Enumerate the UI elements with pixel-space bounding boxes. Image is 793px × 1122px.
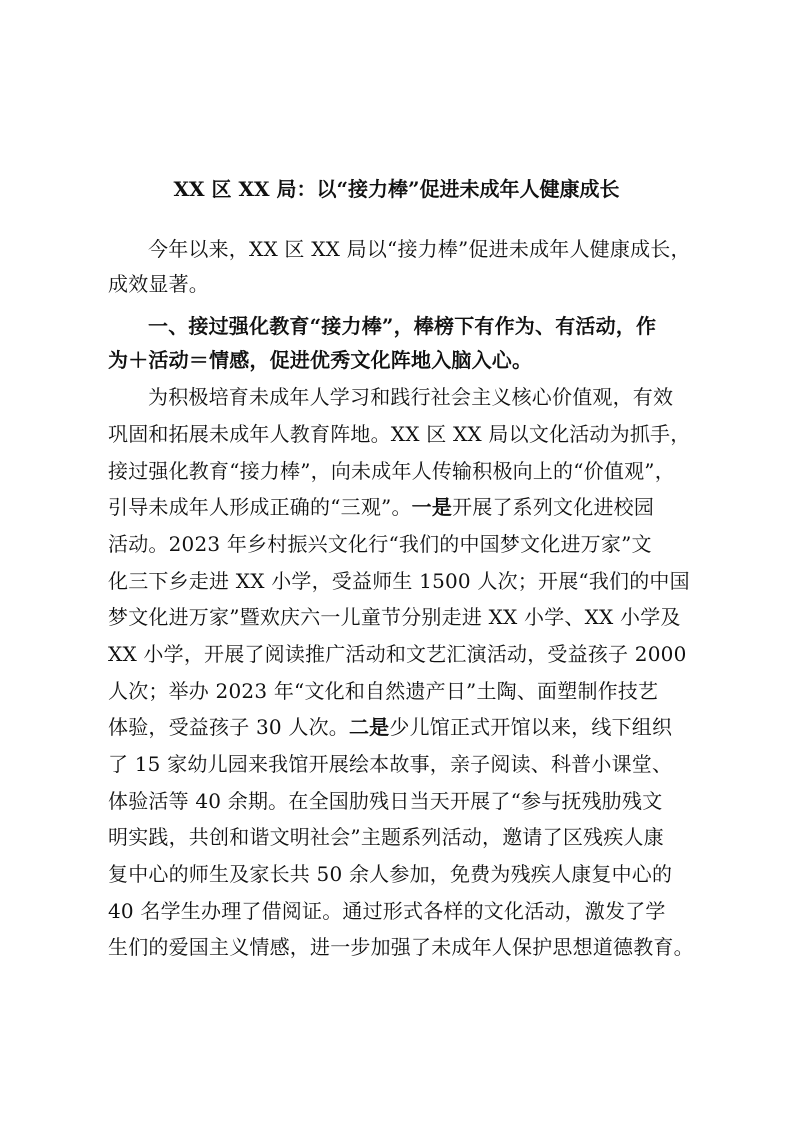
section1-heading-line-2: 为＋活动＝情感，促进优秀文化阵地入脑入心。 (108, 348, 533, 372)
body-line-10-rest: 少儿馆正式开馆以来，线下组织 (389, 715, 673, 739)
body-line-4 (108, 494, 654, 520)
body-line-9: 人次；举办 2023 年“文化和自然遗产日”土陶、面塑制作技艺 (108, 679, 659, 703)
intro-line-2: 成效显著。 (108, 272, 209, 296)
body-line-2: 巩固和拓展未成年人教育阵地。XX 区 XX 局以文化活动为抓手， (108, 422, 691, 446)
body-line-10-text: 体验，受益孩子 30 人次。 (108, 715, 349, 739)
body-line-13: 明实践，共创和谐文明社会”主题系列活动，邀请了区残疾人康 (108, 825, 664, 849)
body-line-1: 为积极培育未成年人学习和践行社会主义核心价值观，有效 (148, 385, 674, 409)
body-line-11: 了 15 家幼儿园来我馆开展绘本故事，亲子阅读、科普小课堂、 (108, 752, 673, 776)
point-one-marker: 一是 (411, 495, 453, 519)
body-line-6: 化三下乡走进 XX 小学，受益师生 1500 人次；开展“我们的中国 (108, 569, 690, 593)
body-line-4-text: 引导未成年人形成正确的“三观”。 (108, 495, 412, 519)
body-line-7: 梦文化进万家”暨欢庆六一儿童节分别走进 XX 小学、XX 小学及 (108, 605, 681, 629)
body-line-10 (108, 714, 672, 740)
body-line-16: 生们的爱国主义情感，进一步加强了未成年人保护思想道德教育。 (108, 935, 694, 959)
section1-heading-line-1: 一、接过强化教育“接力棒”，棒榜下有作为、有活动，作 (148, 314, 657, 338)
body-line-4-rest: 开展了系列文化进校园 (452, 495, 655, 519)
body-line-14: 复中心的师生及家长共 50 余人参加，免费为残疾人康复中心的 (108, 862, 673, 886)
body-line-3: 接过强化教育“接力棒”，向未成年人传输积极向上的“价值观”， (108, 459, 675, 483)
body-line-12: 体验活等 40 余期。在全国肋残日当天开展了“参与抚残肋残文 (108, 789, 663, 813)
intro-line-1: 今年以来，XX 区 XX 局以“接力棒”促进未成年人健康成长， (148, 237, 691, 261)
body-line-8: XX 小学，开展了阅读推广活动和文艺汇演活动，受益孩子 2000 (108, 642, 687, 666)
point-two-marker: 二是 (348, 715, 390, 739)
document-title: XX 区 XX 局：以“接力棒”促进未成年人健康成长 (173, 177, 620, 201)
body-line-5: 活动。2023 年乡村振兴文化行“我们的中国梦文化进万家”文 (108, 532, 652, 556)
body-line-15: 40 名学生办理了借阅证。通过形式各样的文化活动，激发了学 (108, 899, 666, 923)
